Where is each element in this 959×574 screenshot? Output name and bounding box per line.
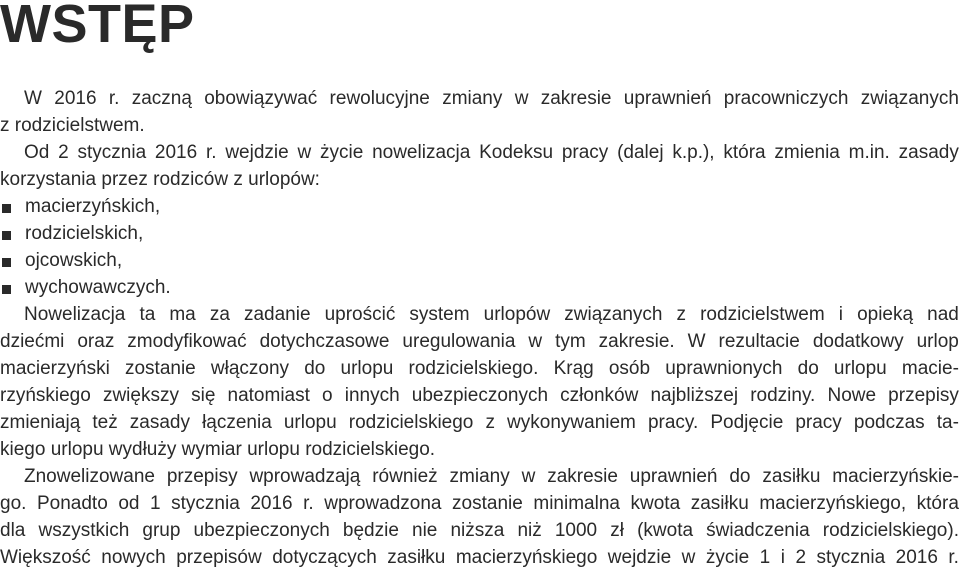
word: 1 <box>759 547 771 568</box>
word: niż <box>517 520 542 541</box>
word: Nowe <box>827 385 877 406</box>
bullet-text: ojcowskich, <box>25 250 123 271</box>
word: uprawnień <box>629 466 718 487</box>
word: macierzyńskie- <box>832 466 959 487</box>
word: urlopu <box>340 358 394 379</box>
word: dodatkowy <box>812 331 904 352</box>
word: oraz <box>77 331 115 352</box>
word: również <box>372 466 438 487</box>
word: uprawnień <box>623 88 712 109</box>
paragraph-line <box>0 490 959 517</box>
word: wprowadzona <box>324 493 442 514</box>
word: Większość <box>0 547 91 568</box>
word: 2 <box>795 547 807 568</box>
intro-line <box>0 85 959 112</box>
word: pracowniczych <box>723 88 849 109</box>
word: Podjęcie <box>710 412 784 433</box>
word: urlop <box>916 331 959 352</box>
word: kwota <box>630 493 681 514</box>
word: minimalna <box>533 493 620 514</box>
word: w <box>297 142 312 163</box>
word: ta <box>139 304 156 325</box>
word: która <box>916 493 959 514</box>
word: rezultacie <box>718 331 800 352</box>
word: członków <box>560 385 639 406</box>
word: ubezpieczonych <box>411 385 549 406</box>
word: zakresie <box>547 466 618 487</box>
word: pracy <box>795 412 842 433</box>
word: przepisy <box>166 466 238 487</box>
word: ta- <box>936 412 959 433</box>
word: Nowelizacja <box>24 304 126 325</box>
word: od <box>118 493 140 514</box>
word: zasiłku <box>387 547 446 568</box>
word: do <box>304 358 326 379</box>
intro-line: z rodzicielstwem. <box>0 115 145 136</box>
word: zakresie. <box>598 331 675 352</box>
word: 2016 <box>250 493 293 514</box>
word: do <box>729 466 751 487</box>
word: uprawnionych <box>665 358 783 379</box>
word: z <box>485 412 495 433</box>
word: urlopu <box>833 358 887 379</box>
paragraph-line <box>0 517 959 544</box>
word: zasady <box>898 142 959 163</box>
word: dla <box>0 520 26 541</box>
bullet-item <box>0 247 959 274</box>
word: rodzicielskiego. <box>408 358 539 379</box>
word: uprościć <box>324 304 396 325</box>
word: wejdzie <box>225 142 289 163</box>
word: o <box>322 385 333 406</box>
word: ubezpieczonych <box>193 520 330 541</box>
word: zostanie <box>124 358 196 379</box>
word: r. <box>205 142 217 163</box>
paragraph-line <box>0 328 959 355</box>
word: w <box>681 547 696 568</box>
word: rodziny. <box>750 385 816 406</box>
word: nowelizacja <box>372 142 471 163</box>
word: (dalej <box>617 142 664 163</box>
bullet-text: rodzicielskich, <box>25 223 144 244</box>
word: która <box>723 142 766 163</box>
word: pracy <box>561 142 609 163</box>
word: podczas <box>853 412 925 433</box>
word: świadczenia <box>706 520 810 541</box>
bullet-item <box>0 274 959 301</box>
paragraph-line <box>0 463 959 490</box>
word: macierzyński <box>0 358 110 379</box>
page-title: WSTĘP <box>0 0 195 54</box>
word: dotychczasowe <box>259 331 390 352</box>
word: życie <box>705 547 750 568</box>
word: za <box>209 304 230 325</box>
word: zostanie <box>452 493 523 514</box>
word: 2 <box>58 142 69 163</box>
word: i <box>838 304 843 325</box>
word: najbliższej <box>650 385 739 406</box>
word: zaczną <box>131 88 192 109</box>
word: nie <box>412 520 438 541</box>
word: wykonywaniem <box>507 412 636 433</box>
word: m.in. <box>848 142 890 163</box>
intro-line <box>0 139 959 166</box>
paragraph-line <box>0 382 959 409</box>
word: nad <box>927 304 959 325</box>
word: W <box>687 331 706 352</box>
word: Krąg <box>553 358 594 379</box>
word: zmienia <box>774 142 840 163</box>
word: rodzicielstwem <box>700 304 825 325</box>
word: rewolucyjne <box>329 88 430 109</box>
word: łączenia <box>202 412 272 433</box>
word: zakresie <box>540 88 612 109</box>
word: k.p.), <box>672 142 715 163</box>
word: natomiast <box>227 385 310 406</box>
square-bullet-icon <box>2 204 11 213</box>
paragraph-line: kiego urlopu wydłuży wymiar urlopu rodzicielskiego. <box>0 439 436 460</box>
word: opieką <box>857 304 914 325</box>
word: uregulowania <box>402 331 516 352</box>
word: dziećmi <box>0 331 65 352</box>
word: osób <box>608 358 651 379</box>
word: Od <box>24 142 50 163</box>
word: zasady <box>129 412 190 433</box>
word: urlopów <box>483 304 551 325</box>
word: zasiłku <box>690 493 749 514</box>
paragraph-line <box>0 409 959 436</box>
word: stycznia <box>171 493 240 514</box>
word: 2016 <box>54 88 97 109</box>
word: zmiany <box>449 466 510 487</box>
word: wszystkich <box>38 520 130 541</box>
intro-line: korzystania przez rodziców z urlopów: <box>0 169 320 190</box>
square-bullet-icon <box>2 231 11 240</box>
paragraph-line <box>0 355 959 382</box>
word: stycznia <box>816 547 886 568</box>
word: dotyczących <box>272 547 377 568</box>
word: stycznia <box>77 142 147 163</box>
word: innych <box>344 385 400 406</box>
word: Znowelizowane <box>24 466 155 487</box>
word: przepisów <box>176 547 262 568</box>
word: 2016 <box>154 142 198 163</box>
word: r. <box>948 547 959 568</box>
word: grup <box>142 520 181 541</box>
word: do <box>797 358 819 379</box>
word: nowych <box>101 547 166 568</box>
word: tym <box>555 331 586 352</box>
word: związanych <box>564 304 663 325</box>
word: (kwota <box>637 520 694 541</box>
word: urlopu <box>283 412 337 433</box>
word: system <box>409 304 470 325</box>
word: zmodyfikować <box>127 331 247 352</box>
word: obowiązywać <box>204 88 318 109</box>
word: zadanie <box>243 304 311 325</box>
square-bullet-icon <box>2 258 11 267</box>
word: rodzicielskiego <box>348 412 474 433</box>
word: pracy. <box>647 412 699 433</box>
word: rodzicielskiego). <box>822 520 959 541</box>
word: Ponadto <box>36 493 108 514</box>
word: przepisy <box>888 385 959 406</box>
word: zmieniają <box>0 412 81 433</box>
word: w <box>521 466 536 487</box>
paragraph-line <box>0 301 959 328</box>
word: zmiany <box>442 88 503 109</box>
word: macierzyńskiego, <box>759 493 907 514</box>
word: wprowadzają <box>249 466 361 487</box>
document-body <box>0 85 959 571</box>
word: 2016 <box>895 547 938 568</box>
word: życie <box>320 142 364 163</box>
word: i <box>780 547 785 568</box>
word: W <box>24 88 42 109</box>
word: macie- <box>901 358 959 379</box>
word: związanych <box>860 88 959 109</box>
word: zasiłku <box>762 466 821 487</box>
word: też <box>92 412 118 433</box>
bullet-item <box>0 193 959 220</box>
word: Kodeksu <box>479 142 554 163</box>
word: rzyńskiego <box>0 385 91 406</box>
word: w <box>514 88 529 109</box>
word: będzie <box>342 520 399 541</box>
square-bullet-icon <box>2 285 11 294</box>
word: r. <box>303 493 314 514</box>
word: włączony <box>210 358 290 379</box>
bullet-text: macierzyńskich, <box>25 196 161 217</box>
paragraph-line <box>0 544 959 571</box>
word: ma <box>169 304 196 325</box>
word: niższa <box>450 520 505 541</box>
word: w <box>528 331 543 352</box>
word: zwiększy <box>102 385 179 406</box>
word: wejdzie <box>607 547 672 568</box>
word: macierzyńskiego <box>455 547 598 568</box>
bullet-item <box>0 220 959 247</box>
word: 1000 <box>554 520 598 541</box>
word: 1 <box>150 493 161 514</box>
word: z <box>676 304 687 325</box>
bullet-text: wychowawczych. <box>25 277 171 298</box>
word: się <box>191 385 216 406</box>
word: go. <box>0 493 27 514</box>
word: r. <box>108 88 120 109</box>
word: zł <box>610 520 624 541</box>
